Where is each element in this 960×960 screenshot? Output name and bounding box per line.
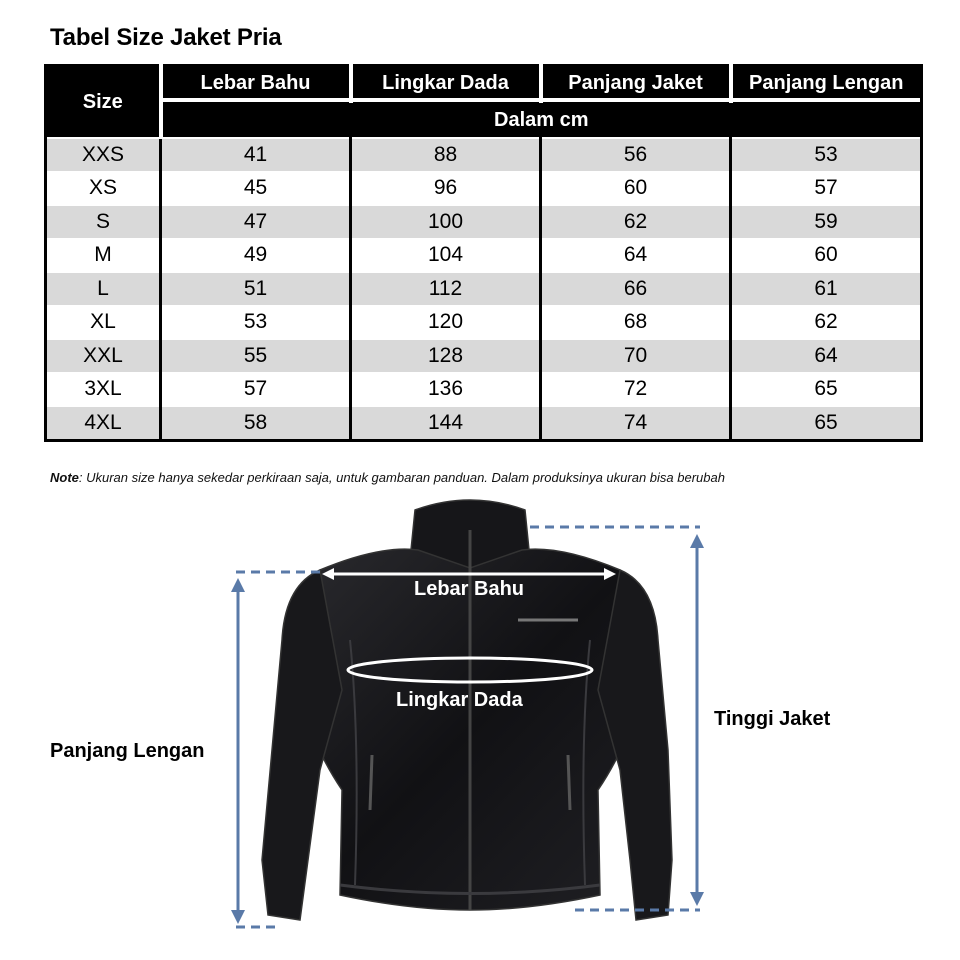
size-cell: XXL bbox=[46, 339, 161, 373]
note-text: : Ukuran size hanya sekedar perkiraan saja, untuk gambaran panduan. Dalam produksinya ukuran bisa berubah bbox=[78, 470, 725, 485]
header-size: Size bbox=[46, 66, 161, 139]
page-title: Tabel Size Jaket Pria bbox=[50, 24, 282, 51]
size-cell: 3XL bbox=[46, 373, 161, 407]
size-cell: XXS bbox=[46, 138, 161, 172]
measure-cell: 64 bbox=[731, 339, 922, 373]
measure-cell: 47 bbox=[161, 205, 351, 239]
measure-cell: 136 bbox=[351, 373, 541, 407]
measure-cell: 100 bbox=[351, 205, 541, 239]
size-cell: S bbox=[46, 205, 161, 239]
measure-cell: 61 bbox=[731, 272, 922, 306]
table-row bbox=[46, 339, 922, 373]
table-row bbox=[46, 172, 922, 206]
header-panjang-jaket: Panjang Jaket bbox=[541, 66, 731, 104]
note-label: Note bbox=[50, 470, 79, 485]
measure-cell: 51 bbox=[161, 272, 351, 306]
table-row bbox=[46, 306, 922, 340]
measure-cell: 65 bbox=[731, 406, 922, 440]
size-cell: L bbox=[46, 272, 161, 306]
measure-cell: 57 bbox=[161, 373, 351, 407]
measure-cell: 64 bbox=[541, 239, 731, 273]
measure-cell: 49 bbox=[161, 239, 351, 273]
table-row bbox=[46, 272, 922, 306]
measure-cell: 62 bbox=[541, 205, 731, 239]
note bbox=[50, 470, 725, 485]
label-lingkar-dada: Lingkar Dada bbox=[396, 689, 523, 711]
measure-cell: 59 bbox=[731, 205, 922, 239]
size-cell: 4XL bbox=[46, 406, 161, 440]
header-lingkar-dada: Lingkar Dada bbox=[351, 66, 541, 104]
measure-cell: 144 bbox=[351, 406, 541, 440]
table-row bbox=[46, 205, 922, 239]
measure-cell: 62 bbox=[731, 306, 922, 340]
measure-cell: 128 bbox=[351, 339, 541, 373]
measure-cell: 96 bbox=[351, 172, 541, 206]
measure-cell: 104 bbox=[351, 239, 541, 273]
measure-cell: 60 bbox=[731, 239, 922, 273]
measure-cell: 53 bbox=[161, 306, 351, 340]
size-cell: XL bbox=[46, 306, 161, 340]
measure-cell: 66 bbox=[541, 272, 731, 306]
measure-cell: 57 bbox=[731, 172, 922, 206]
measure-cell: 72 bbox=[541, 373, 731, 407]
measure-cell: 56 bbox=[541, 138, 731, 172]
table-row bbox=[46, 138, 922, 172]
table-row bbox=[46, 373, 922, 407]
measure-cell: 88 bbox=[351, 138, 541, 172]
label-lebar-bahu: Lebar Bahu bbox=[414, 578, 525, 600]
measure-cell: 58 bbox=[161, 406, 351, 440]
measure-cell: 41 bbox=[161, 138, 351, 172]
table-row bbox=[46, 239, 922, 273]
measure-cell: 45 bbox=[161, 172, 351, 206]
measure-cell: 60 bbox=[541, 172, 731, 206]
measure-cell: 68 bbox=[541, 306, 731, 340]
table-row bbox=[46, 406, 922, 440]
label-panjang-lengan: Panjang Lengan bbox=[50, 740, 205, 762]
header-panjang-lengan: Panjang Lengan bbox=[731, 66, 922, 104]
size-cell: XS bbox=[46, 172, 161, 206]
size-cell: M bbox=[46, 239, 161, 273]
unit-row: Dalam cm bbox=[161, 103, 922, 138]
label-tinggi-jaket: Tinggi Jaket bbox=[714, 708, 831, 730]
measure-cell: 112 bbox=[351, 272, 541, 306]
measure-cell: 70 bbox=[541, 339, 731, 373]
header-lebar-bahu: Lebar Bahu bbox=[161, 66, 351, 104]
measure-cell: 55 bbox=[161, 339, 351, 373]
measure-cell: 74 bbox=[541, 406, 731, 440]
measure-cell: 120 bbox=[351, 306, 541, 340]
measure-cell: 53 bbox=[731, 138, 922, 172]
size-table bbox=[44, 64, 923, 442]
measure-cell: 65 bbox=[731, 373, 922, 407]
